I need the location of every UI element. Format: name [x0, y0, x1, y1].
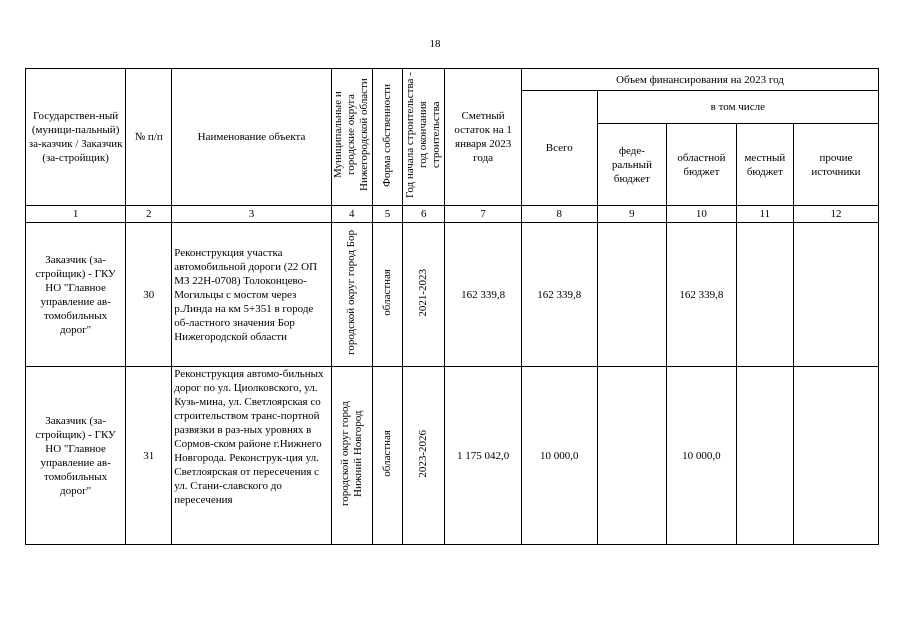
row-years: 2021-2023: [403, 223, 445, 367]
header-federal: феде-ральный бюджет: [597, 124, 667, 206]
header-financing: Объем финансирования на 2023 год: [521, 69, 878, 91]
row-estimated-balance: 1 175 042,0: [445, 367, 522, 545]
header-row-1: [26, 69, 879, 91]
row-years: 2023-2026: [403, 367, 445, 545]
row-ownership: областная: [372, 223, 403, 367]
header-regional: областной бюджет: [667, 124, 737, 206]
header-object-name: Наименование объекта: [172, 69, 332, 206]
row-regional: 10 000,0: [667, 367, 737, 545]
header-customer: Государствен-ный (муници-пальный) за-казчик / Заказчик (за-стройщик): [26, 69, 126, 206]
row-other: [793, 223, 878, 367]
row-other: [793, 367, 878, 545]
table-row: [26, 367, 879, 545]
column-number: 9: [597, 206, 667, 223]
row-municipality: городской округ город Нижний Новгород: [331, 367, 372, 545]
row-federal: [597, 367, 667, 545]
row-municipality: городской округ город Бор: [331, 223, 372, 367]
row-object-name: Реконструкция автомо-бильных дорог по ул. Циолковского, ул. Кузь-мина, ул. Светлоярская со строительством транс-портной развязки в раз-ных уровнях в Сормов-ском районе г.Нижнего Новгорода. Реконструк-ция ул. Светлоярская от пересечения с ул. Стани-славского до пересечения: [172, 367, 332, 545]
header-local: местный бюджет: [736, 124, 793, 206]
row-estimated-balance: 162 339,8: [445, 223, 522, 367]
column-number: 6: [403, 206, 445, 223]
column-number: 12: [793, 206, 878, 223]
header-num: № п/п: [126, 69, 172, 206]
row-local: [736, 223, 793, 367]
row-ownership: областная: [372, 367, 403, 545]
header-years: Год начала строительства - год окончания строительства: [403, 69, 445, 206]
financing-table: [25, 68, 879, 545]
column-number: 5: [372, 206, 403, 223]
column-number: 10: [667, 206, 737, 223]
column-number: 3: [172, 206, 332, 223]
row-local: [736, 367, 793, 545]
page-number: 18: [429, 38, 441, 50]
column-number: 1: [26, 206, 126, 223]
header-municipality: Муниципальные и городские округа Нижегородской области: [331, 69, 372, 206]
column-number: 11: [736, 206, 793, 223]
column-number: 8: [521, 206, 597, 223]
row-customer: Заказчик (за-стройщик) - ГКУ НО "Главное управление ав-томобильных дорог": [26, 223, 126, 367]
header-including: в том числе: [597, 91, 878, 124]
table-row: [26, 223, 879, 367]
row-total: 162 339,8: [521, 223, 597, 367]
row-object-name: Реконструкция участка автомобильной дороги (22 ОП МЗ 22Н-0708) Толоконцево-Могильцы с мостом через р.Линда на км 5+351 в городе об-ластного значения Бор Нижегородской области: [172, 223, 332, 367]
column-number: 2: [126, 206, 172, 223]
row-num: 30: [126, 223, 172, 367]
header-ownership: Форма собственности: [372, 69, 403, 206]
row-federal: [597, 223, 667, 367]
row-total: 10 000,0: [521, 367, 597, 545]
column-number-row: [26, 206, 879, 223]
header-total: Всего: [521, 91, 597, 206]
header-other: прочие источники: [793, 124, 878, 206]
row-num: 31: [126, 367, 172, 545]
row-customer: Заказчик (за-стройщик) - ГКУ НО "Главное управление ав-томобильных дорог": [26, 367, 126, 545]
row-regional: 162 339,8: [667, 223, 737, 367]
column-number: 7: [445, 206, 522, 223]
column-number: 4: [331, 206, 372, 223]
header-estimated-balance: Сметный остаток на 1 января 2023 года: [445, 69, 522, 206]
